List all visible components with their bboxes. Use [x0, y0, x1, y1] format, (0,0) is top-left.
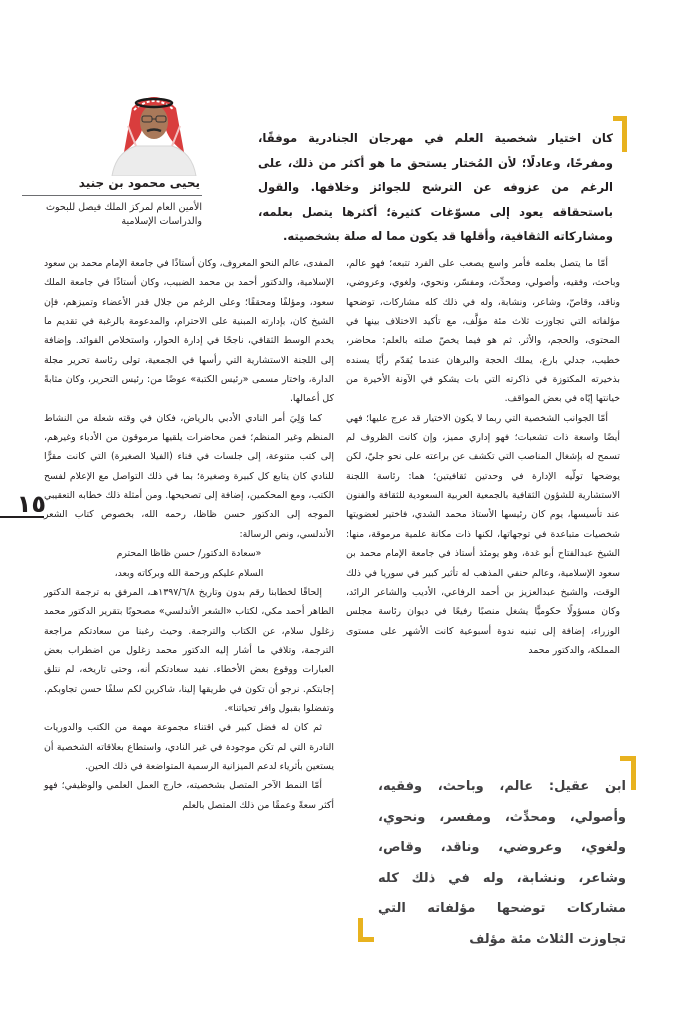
- author-portrait-image: [106, 86, 202, 176]
- article-paragraph: أمّا ما يتصل بعلمه فأمر واسع يصعب على الفرد تتبعه؛ فهو عالم، وباحث، وفقيه، وأصولي، ومحدِّث، ومفسّر، ونحوي، ولغوي، وعروضي، وناقد، وقاصّ، وشاعر، ونشابة، وله في ذلك كله مشاركات، توضحها مؤلفاته التي تجاوزت ثلاث مئة مؤلَّف، مع تأكيد الاختلاف بينها في المحتوى، والحجم، والأثر. ثم هو فيما يخصّ صلته بالعلم: محاضر، خطيب، جدلي بارع، يملك الحجة والبرهان عندما يُقدّم رأيًا يسنده بذخيرته المكتوزة في ذاكرته التي بات يشكو في الآونة الأخيرة من خيانتها إيّاه في بعض المواقف.: [346, 258, 620, 405]
- author-name-divider: [22, 195, 202, 196]
- letter-address: «سعادة الدكتور/ حسن ظاظا المحترم: [116, 548, 262, 560]
- page-number-rule: [0, 516, 44, 518]
- article-column-right: [346, 254, 620, 660]
- author-name: يحيى محمود بن جنيد: [78, 176, 200, 190]
- quote-bracket-bottom-decoration: [358, 918, 374, 942]
- intro-bracket-decoration: [613, 116, 627, 152]
- article-column-left: [44, 254, 334, 815]
- author-portrait: [106, 86, 202, 176]
- pull-quote: ابن عقيل: عالم، وباحث، وفقيه، وأصولي، ومحدِّث، ومفسر، ونحوي، ولغوي، وعروضي، وناقد، وقاص، وشاعر، ونشابة، وله في ذلك كله مشاركات توضحها مؤلفاته التي تجاوزت الثلاث مئة مؤلف: [378, 779, 626, 947]
- article-paragraph: ثم كان له فضل كبير في اقتناء مجموعة مهمة من الكتب والدوريات النادرة التي لم تكن موجودة في غير النادي، واستطاع بعلاقاته الشخصية أن يستعين بأثرياء لدعم الميزانية الرسمية المتواضعة في ذلك الحين.: [44, 722, 334, 772]
- article-paragraph: أمّا النمط الآخر المتصل بشخصيته، خارج العمل العلمي والوظيفي؛ فهو أكثر سعةً وعمقًا من ذلك المتصل بالعلم: [44, 780, 334, 811]
- article-paragraph: كما وَلِيَ أمر النادي الأدبي بالرياض، فكان في وقته شعلة من النشاط المنظم وغير المنظم؛ فمن محاضرات يلقيها مرموقون من الأدباء وغيرهم، إلى كتب متنوعة، إلى جلسات في فناء (الفيلا الصغيرة) التي كانت مقرًّا للنادي كان يتابع كل كبيرة وصغيرة؛ بما في ذلك التواصل مع الإعلام لفسح الكتب، ومع المحكمين، إضافة إلى تصحيحها. ومن أمثلة ذلك خطابه التعقيبي الموجه إلى الدكتور حسن ظاظا، رحمه الله، بخصوص كتاب الشعر الأندلسي، ونص الرسالة:: [44, 412, 334, 540]
- letter-body: إلحاقًا لخطابنا رقم بدون وتاريخ ١٣٩٧/٦/٨هـ، المرفق به ترجمة الدكتور الطاهر أحمد مكي، لكتاب «الشعر الأندلسي» مصحوبًا بتقرير الدكتور محمد زغلول سلام، عن الكتاب والترجمة. وحيث رغبنا من سعادتكم مراجعة الترجمة، وتلافي ما أشار إليه الدكتور محمد زغلول من اضطراب بعض العبارات ووقوع بعض الأخطاء. نفيد سعادتكم أنه، وحتى تاريخه، لم نتلق إجابتكم. نرجو أن تكون في طريقها إلينا، شاكرين لكم سلفًا حسن تجاوبكم. وتفضلوا بقبول وافر تحياتنا».: [44, 586, 334, 714]
- page-number: ١٥: [16, 490, 46, 518]
- article-paragraph: المفدى، عالم النحو المعروف، وكان أستاذًا في جامعة الإمام محمد بن سعود الإسلامية، والدكتور أحمد بن محمد الضبيب، وكان أستاذًا في جامعة الملك سعود، ومؤلفًا ومحققًا؛ وعلى الرغم من جلال قدر الأعضاء وتميزهم، فإن الشيخ كان، بإدارته المبنية على الاحترام، والمدعومة بالرغبة في تقديم ما يخدم الوسط الثقافي، ناجحًا في إدارة الحوار، واستخلاص الفوائد. وإضافة إلى اللجنة الاستشارية التي رأسها في الجمعية، تولى رئاسة تحرير مجلة الدارة، واختار مسمى «رئيس الكتبة» عوضًا من: رئيس التحرير، وكان مثابةً كل أعمالها.: [44, 258, 334, 405]
- article-paragraph: أمّا الجوانب الشخصية التي ربما لا يكون الاختيار قد عرج عليها؛ فهي أيضًا واسعة ذات تشعبات؛ فهو إداري مميز، وإن كانت الظروف لم تسمح له بإشغال المناصب التي تكشف عن براعته على نحو جليّ، لكن يوضحها تولّيه الإدارة في وحدتين ثقافيتين؛ هما: رئاسة اللجنة الاستشارية للشؤون الثقافية بالجمعية العربية السعودية للثقافة والفنون عند تأسيسها، يوم كان رئيسها الأستاذ محمد الشدي، فاختير لعضويتها شخصيات متباعدة في توجهاتها، لكنها ذات مكانة علمية مرموقة، منها: الشيخ عبدالفتاح أبو غدة، وهو يومئذ أستاذ في جامعة الإمام محمد بن سعود الإسلامية، وعالم حنفي المذهب له تأثير كبير في سوريا في ذلك الوقت، والشيخ عبدالعزيز بن أحمد الرفاعي، الأديب والشاعر الرائد، وكان مسؤولًا حكوميًّا يشغل منصبًا رفيعًا في ديوان رئاسة مجلس الوزراء، إضافة إلى تبنيه ندوة أسبوعية كانت الأشهر على مستوى المملكة، والدكتور محمد: [346, 412, 620, 656]
- author-title: الأمين العام لمركز الملك فيصل للبحوث والدراسات الإسلامية: [45, 202, 202, 227]
- intro-paragraph: كان اختيار شخصية العلم في مهرجان الجنادرية موفقًا، ومفرحًا، وعادلًا؛ لأن المُختار يستحق ما هو أكثر من ذلك، على الرغم من عزوفه عن الترشح للجوائز وخلافها. والقول باستحقاقه يعود إلى مسوّغات كثيرة؛ أكثرها يتصل بعلمه، ومشاركاته الثقافية، وأقلها قد يكون مما له صلة بشخصيته.: [258, 131, 613, 244]
- letter-greeting: السلام عليكم ورحمة الله وبركاته وبعد،: [114, 567, 264, 579]
